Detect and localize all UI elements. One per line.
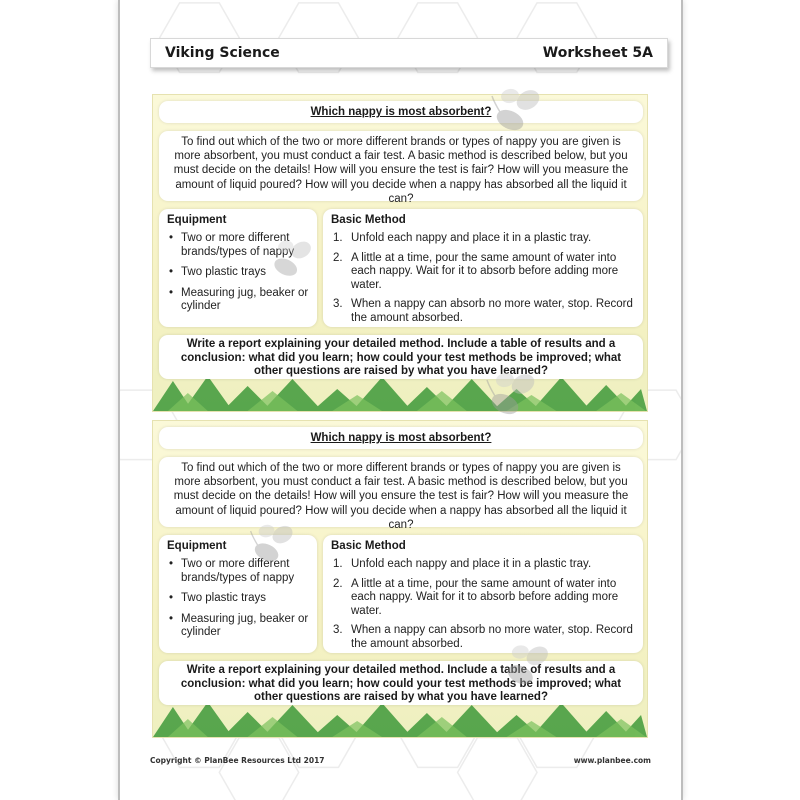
equipment-panel xyxy=(159,209,317,327)
method-step xyxy=(331,252,635,293)
method-heading: Basic Method xyxy=(331,540,406,552)
worksheet-number: Worksheet 5A xyxy=(542,45,653,61)
equipment-panel xyxy=(159,535,317,653)
equipment-item: • Two plastic trays xyxy=(167,266,309,280)
method-step xyxy=(331,232,635,246)
step-text: Unfold each nappy and place it in a plastic tray. xyxy=(351,232,592,244)
equipment-item: • Two or more different brands/types of nappy xyxy=(167,558,309,585)
equipment-item: • Measuring jug, beaker or cylinder xyxy=(167,287,309,314)
method-panel xyxy=(323,209,643,327)
step-number: 3. xyxy=(333,624,343,636)
activity-intro: To find out which of the two or more different brands or types of nappy you are given is more absorbent, you must conduct a fair test. A basic method is described below, but you must decide on the details! How will you ensure the test is fair? How will you measure the amount of liquid poured? How will you decide when a nappy has absorbed all the liquid it can? xyxy=(159,457,643,527)
step-number: 1. xyxy=(333,558,343,570)
method-step xyxy=(331,558,635,572)
subject-title: Viking Science xyxy=(165,45,280,61)
report-instructions: Write a report explaining your detailed method. Include a table of results and a conclusion: what did you learn; how could your test methods be improved; what other questions are raised by what you have learned? xyxy=(159,661,643,705)
activity-card xyxy=(152,420,648,738)
method-step xyxy=(331,624,635,651)
worksheet-header xyxy=(150,38,668,68)
step-text: When a nappy can absorb no more water, stop. Record the amount absorbed. xyxy=(351,624,633,650)
website-link[interactable]: www.planbee.com xyxy=(573,756,651,765)
step-text: When a nappy can absorb no more water, stop. Record the amount absorbed. xyxy=(351,298,633,324)
copyright-notice: Copyright © PlanBee Resources Ltd 2017 xyxy=(150,756,325,765)
equipment-heading: Equipment xyxy=(167,214,227,226)
activity-title: Which nappy is most absorbent? xyxy=(159,427,643,449)
equipment-item: • Two or more different brands/types of nappy xyxy=(167,232,309,259)
method-step xyxy=(331,298,635,325)
activity-intro: To find out which of the two or more different brands or types of nappy you are given is more absorbent, you must conduct a fair test. A basic method is described below, but you must decide on the details! How will you ensure the test is fair? How will you measure the amount of liquid poured? How will you decide when a nappy has absorbed all the liquid it can? xyxy=(159,131,643,201)
activity-card xyxy=(152,94,648,412)
method-panel xyxy=(323,535,643,653)
page-footer xyxy=(150,756,651,765)
step-number: 2. xyxy=(333,251,343,264)
equipment-item: • Measuring jug, beaker or cylinder xyxy=(167,613,309,640)
step-text: A little at a time, pour the same amount of water into each nappy. Wait for it to absorb before adding more water. xyxy=(351,577,619,617)
activity-title: Which nappy is most absorbent? xyxy=(159,101,643,123)
method-heading: Basic Method xyxy=(331,214,406,226)
step-number: 1. xyxy=(333,232,343,244)
step-text: A little at a time, pour the same amount of water into each nappy. Wait for it to absorb before adding more water. xyxy=(351,251,619,291)
step-text: Unfold each nappy and place it in a plastic tray. xyxy=(351,558,592,570)
report-instructions: Write a report explaining your detailed method. Include a table of results and a conclusion: what did you learn; how could your test methods be improved; what other questions are raised by what you have learned? xyxy=(159,335,643,379)
step-number: 2. xyxy=(333,577,343,590)
step-number: 3. xyxy=(333,298,343,310)
method-step xyxy=(331,578,635,619)
equipment-item: • Two plastic trays xyxy=(167,592,309,606)
equipment-heading: Equipment xyxy=(167,540,227,552)
worksheet-page xyxy=(118,0,683,800)
